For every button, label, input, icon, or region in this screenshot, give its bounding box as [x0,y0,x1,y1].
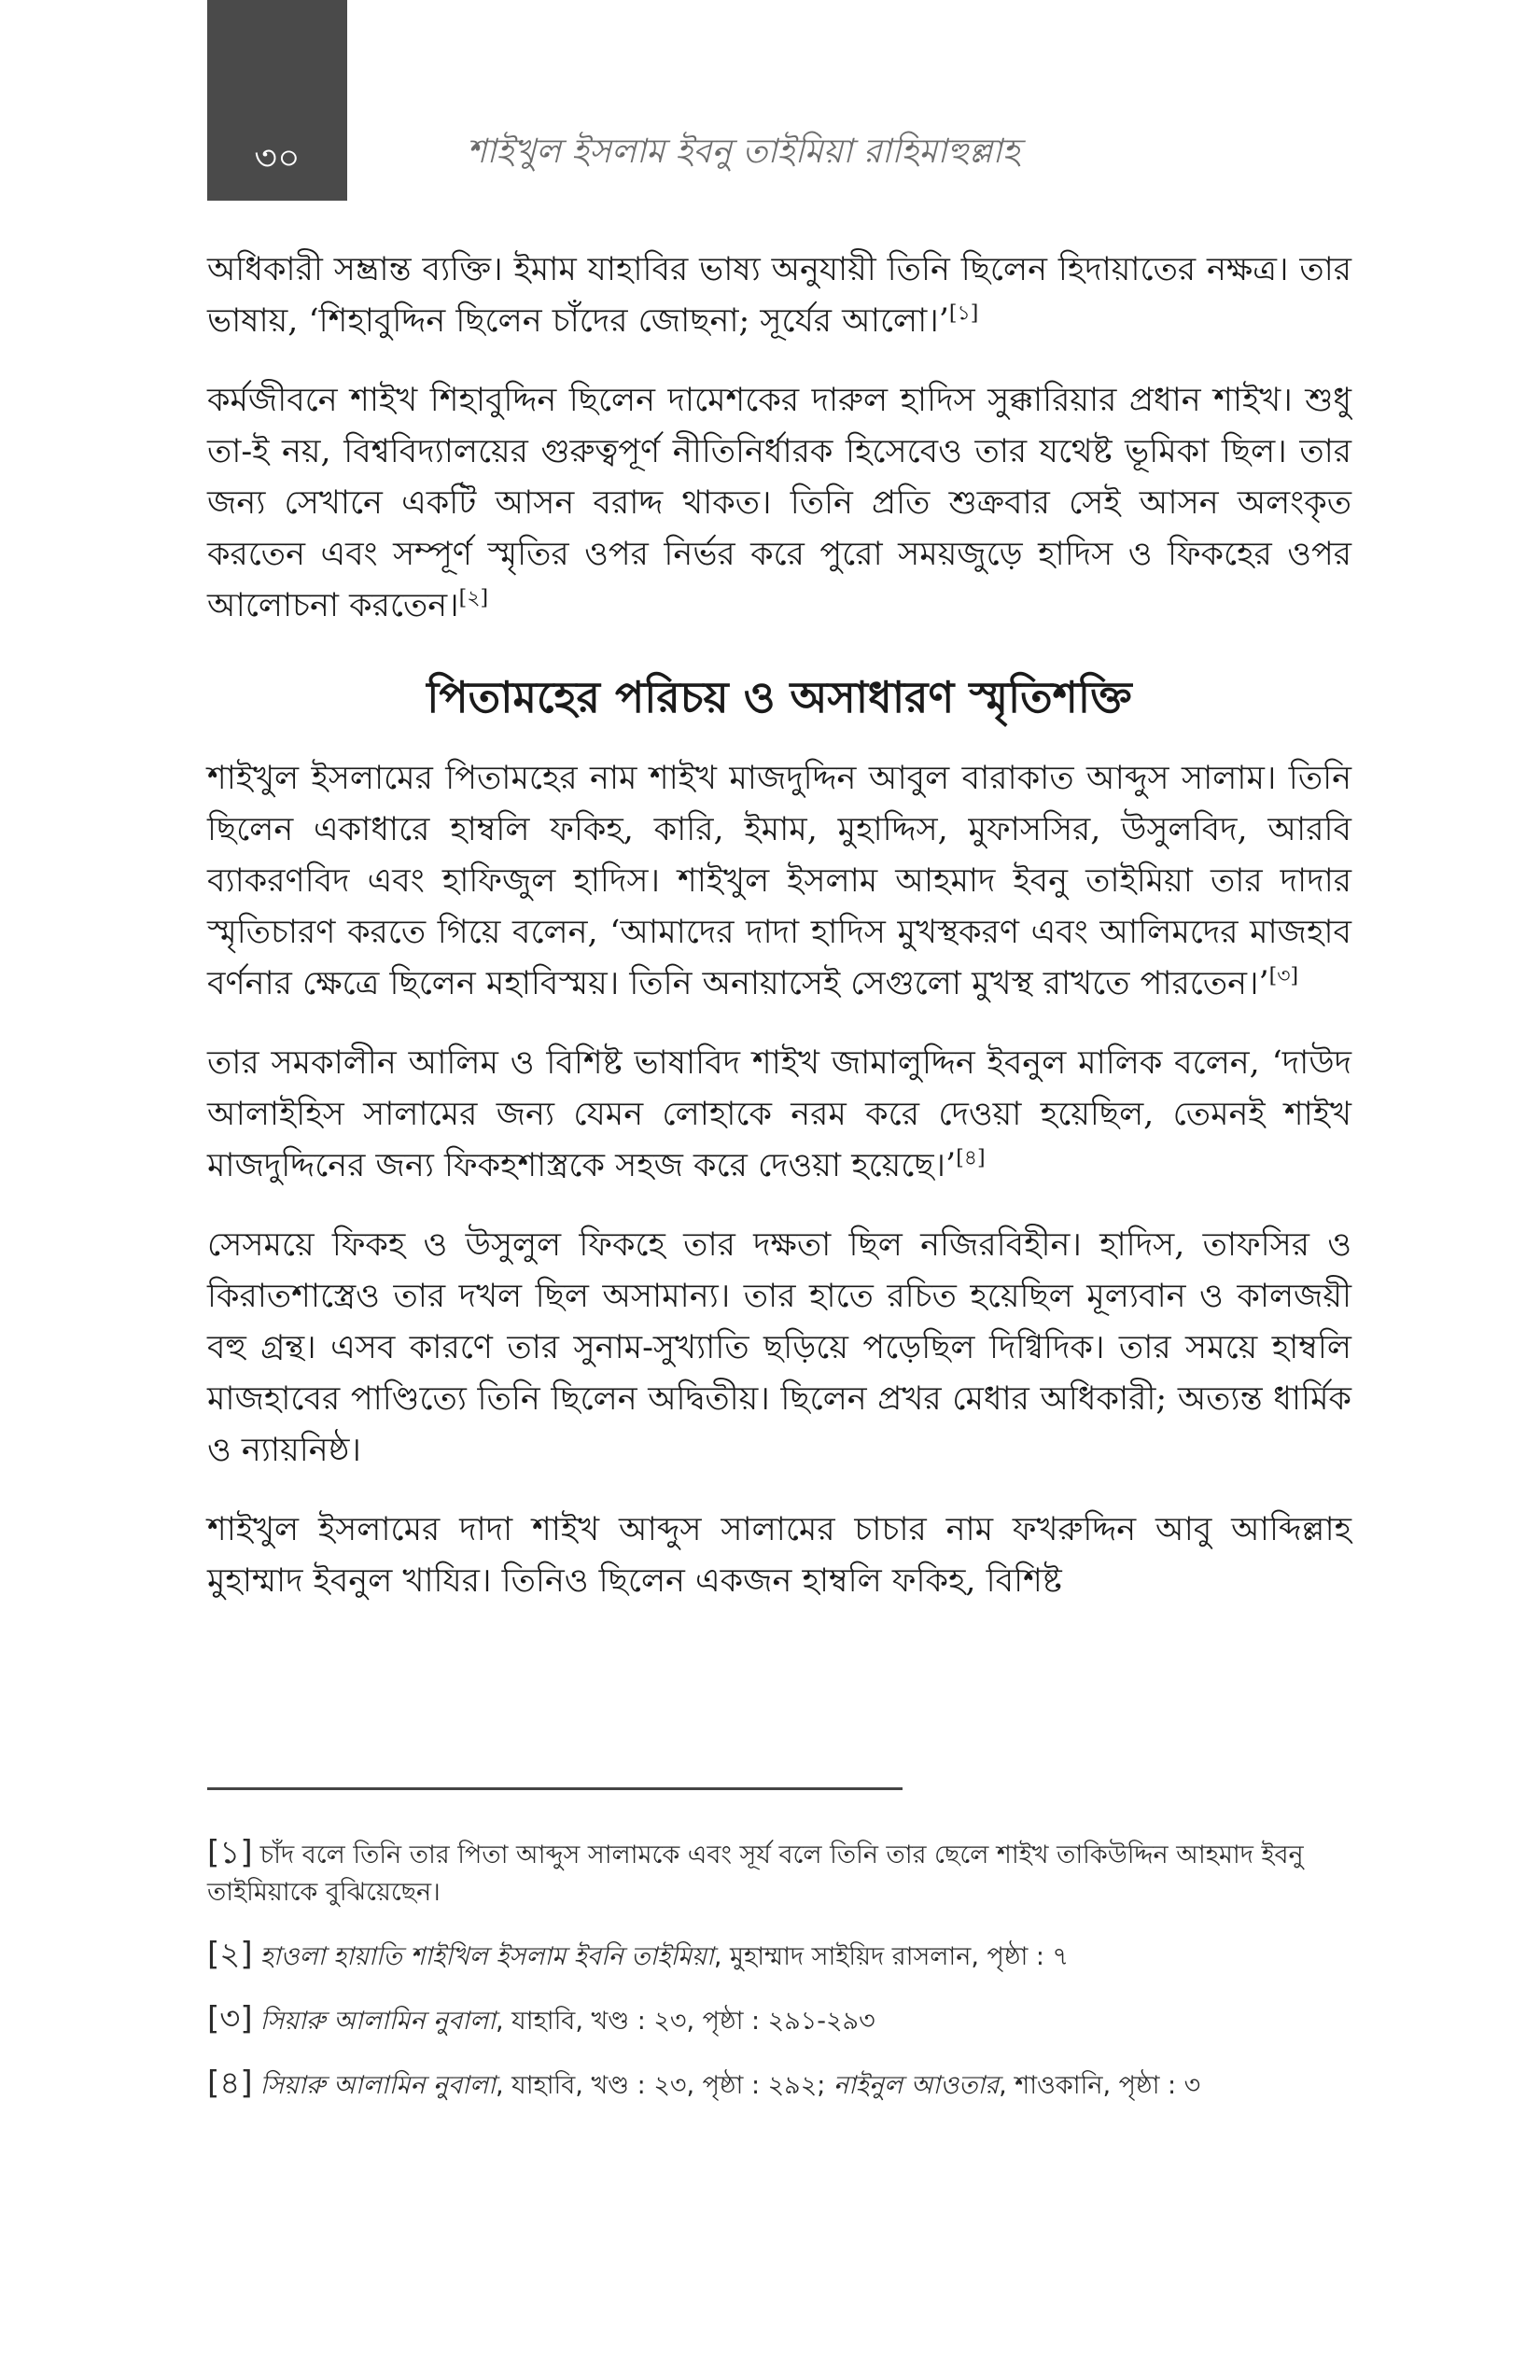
footnote-mark: [৩] [207,2000,253,2037]
footnote-mark: [৪] [207,2065,253,2102]
footnote-mark: [২] [207,1936,253,1973]
footnote-ref[interactable]: [২] [458,586,489,610]
footnotes [207,1834,1351,2129]
footnote: [৩] সিয়ারু আলামিন নুবালা, যাহাবি, খণ্ড : ২৩, পৃষ্ঠা : ২৯১-২৯৩ [207,2000,875,2037]
book-title: সিয়ারু আলামিন নুবালা [259,2007,497,2036]
footnote-ref[interactable]: [৪] [956,1146,986,1170]
paragraph: তার সমকালীন আলিম ও বিশিষ্ট ভাষাবিদ শাইখ জামালুদ্দিন ইবনুল মালিক বলেন, ‘দাউদ আলাইহিস সালামের জন্য যেমন লোহাকে নরম করে দেওয়া হয়েছিল, তেমনই শাইখ মাজদুদ্দিনের জন্য ফিকহশাস্ত্রকে সহজ করে দেওয়া হয়েছে।’[৪] [207,1044,1351,1184]
footnote: [৪] সিয়ারু আলামিন নুবালা, যাহাবি, খণ্ড : ২৩, পৃষ্ঠা : ২৯২; নাইনুল আওতার, শাওকানি, পৃষ্ঠা : ৩ [207,2065,1201,2102]
footnote-divider [207,1787,903,1790]
book-title: হাওলা হায়াতি শাইখিল ইসলাম ইবনি তাইমিয়া [259,1942,714,1971]
book-title: নাইনুল আওতার [833,2071,1000,2100]
footnote-ref[interactable]: [৩] [1268,964,1299,988]
paragraph: কর্মজীবনে শাইখ শিহাবুদ্দিন ছিলেন দামেশকের দারুল হাদিস সুক্কারিয়ার প্রধান শাইখ। শুধু তা-ই নয়, বিশ্ববিদ্যালয়ের গুরুত্বপূর্ণ নীতিনির্ধারক হিসেবেও তার যথেষ্ট ভূমিকা ছিল। তার জন্য সেখানে একটি আসন বরাদ্দ থাকত। তিনি প্রতি শুক্রবার সেই আসন অলংকৃত করতেন এবং সম্পূর্ণ স্মৃতির ওপর নির্ভর করে পুরো সময়জুড়ে হাদিস ও ফিকহের ওপর আলোচনা করতেন।[২] [207,382,1351,624]
footnote-mark: [১] [207,1834,253,1871]
page-number: ৩০ [254,137,301,178]
footnote: [১] চাঁদ বলে তিনি তার পিতা আব্দুস সালামকে এবং সূর্য বলে তিনি তার ছেলে শাইখ তাকিউদ্দিন আহমাদ ইবনু তাইমিয়াকে বুঝিয়েছেন। [207,1834,1304,1907]
footnote: [২] হাওলা হায়াতি শাইখিল ইসলাম ইবনি তাইমিয়া, মুহাম্মাদ সাইয়িদ রাসলান, পৃষ্ঠা : ৭ [207,1936,1070,1973]
book-title: সিয়ারু আলামিন নুবালা [259,2071,496,2100]
footnote-ref[interactable]: [১] [948,301,979,326]
paragraph: অধিকারী সম্ভ্রান্ত ব্যক্তি। ইমাম যাহাবির ভাষ্য অনুযায়ী তিনি ছিলেন হিদায়াতের নক্ষত্র। তার ভাষায়, ‘শিহাবুদ্দিন ছিলেন চাঁদের জোছনা; সূর্যের আলো।’[১] [207,251,1351,340]
section-heading: পিতামহের পরিচয় ও অসাধারণ স্মৃতিশক্তি [427,672,1132,722]
paragraph: সেসময়ে ফিকহ ও উসুলুল ফিকহে তার দক্ষতা ছিল নজিরবিহীন। হাদিস, তাফসির ও কিরাতশাস্ত্রেও তার দখল ছিল অসামান্য। তার হাতে রচিত হয়েছিল মূল্যবান ও কালজয়ী বহু গ্রন্থ। এসব কারণে তার সুনাম-সুখ্যাতি ছড়িয়ে পড়েছিল দিগ্বিদিক। তার সময়ে হাম্বলি মাজহাবের পাণ্ডিত্যে তিনি ছিলেন অদ্বিতীয়। ছিলেন প্রখর মেধার অধিকারী; অত্যন্ত ধার্মিক ও ন্যায়নিষ্ঠ। [207,1226,1351,1469]
paragraph: শাইখুল ইসলামের দাদা শাইখ আব্দুস সালামের চাচার নাম ফখরুদ্দিন আবু আব্দিল্লাহ মুহাম্মাদ ইবনুল খাযির। তিনিও ছিলেন একজন হাম্বলি ফকিহ, বিশিষ্ট [207,1511,1351,1600]
paragraph: শাইখুল ইসলামের পিতামহের নাম শাইখ মাজদুদ্দিন আবুল বারাকাত আব্দুস সালাম। তিনি ছিলেন একাধারে হাম্বলি ফকিহ, কারি, ইমাম, মুহাদ্দিস, মুফাসসির, উসুলবিদ, আরবি ব্যাকরণবিদ এবং হাফিজুল হাদিস। শাইখুল ইসলাম আহমাদ ইবনু তাইমিয়া তার দাদার স্মৃতিচারণ করতে গিয়ে বলেন, ‘আমাদের দাদা হাদিস মুখস্থকরণ এবং আলিমদের মাজহাব বর্ণনার ক্ষেত্রে ছিলেন মহাবিস্ময়। তিনি অনায়াসেই সেগুলো মুখস্থ রাখতে পারতেন।’[৩] [207,760,1351,1002]
body-text [207,245,1351,1635]
running-header: শাইখুল ইসলাম ইবনু তাইমিয়া রাহিমাহুল্লাহ [467,133,1020,171]
